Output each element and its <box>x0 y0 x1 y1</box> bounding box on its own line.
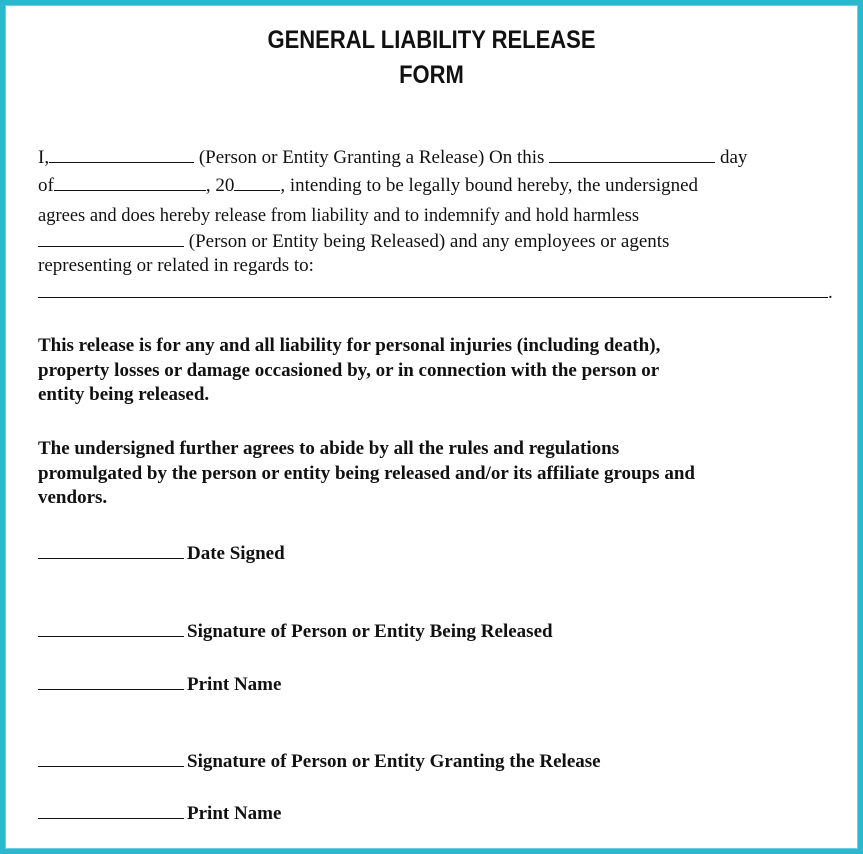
day-blank[interactable] <box>549 145 715 163</box>
form-title-line2: FORM <box>399 61 464 89</box>
liability-line-1: This release is for any and all liability for personal injuries (including death), <box>38 335 661 356</box>
print-name-1-label: Print Name <box>187 674 282 695</box>
sig-granting-blank[interactable] <box>38 750 184 767</box>
document-page <box>5 5 858 849</box>
text-released-label: (Person or Entity being Released) and any employees or agents <box>184 231 670 252</box>
release-line-3: agrees and does hereby release from liability and to indemnify and hold harmless <box>38 206 640 226</box>
text-grantor-label: (Person or Entity Granting a Release) On this <box>194 147 550 168</box>
year-blank[interactable] <box>234 173 280 191</box>
text-day: day <box>715 147 748 168</box>
sig-granting-row <box>38 750 601 774</box>
grantor-name-blank[interactable] <box>49 145 194 163</box>
rules-line-2: promulgated by the person or entity being released and/or its affiliate groups and <box>38 463 695 484</box>
liability-line-3: entity being released. <box>38 384 210 405</box>
date-signed-blank[interactable] <box>38 542 184 559</box>
period: . <box>828 282 833 303</box>
text-i: I, <box>38 147 50 168</box>
release-line-2 <box>38 173 698 198</box>
print-name-1-blank[interactable] <box>38 673 184 690</box>
rules-line-3: vendors. <box>38 487 108 508</box>
release-line-1 <box>38 145 747 170</box>
sig-granting-label: Signature of Person or Entity Granting the Release <box>187 751 601 772</box>
date-signed-row <box>38 542 285 566</box>
rules-line-1: The undersigned further agrees to abide by all the rules and regulations <box>38 438 620 459</box>
form-title-line1: GENERAL LIABILITY RELEASE <box>267 26 596 54</box>
liability-line-2: property losses or damage occasioned by, or in connection with the person or <box>38 360 660 381</box>
sig-released-row <box>38 620 553 644</box>
released-party-blank[interactable] <box>38 229 184 247</box>
text-year-prefix: , 20 <box>205 175 235 196</box>
sig-released-blank[interactable] <box>38 620 184 637</box>
release-line-5: representing or related in regards to: <box>38 255 314 276</box>
sig-released-label: Signature of Person or Entity Being Released <box>187 621 553 642</box>
regards-to-blank[interactable] <box>38 297 828 298</box>
print-name-2-label: Print Name <box>187 803 282 824</box>
date-signed-label: Date Signed <box>187 543 285 564</box>
month-blank[interactable] <box>54 173 206 191</box>
print-name-2-row <box>38 802 281 826</box>
text-of: of <box>38 175 54 196</box>
release-line-4 <box>38 229 669 254</box>
text-intending: , intending to be legally bound hereby, the undersigned <box>280 175 699 196</box>
print-name-2-blank[interactable] <box>38 802 184 819</box>
print-name-1-row <box>38 673 281 697</box>
